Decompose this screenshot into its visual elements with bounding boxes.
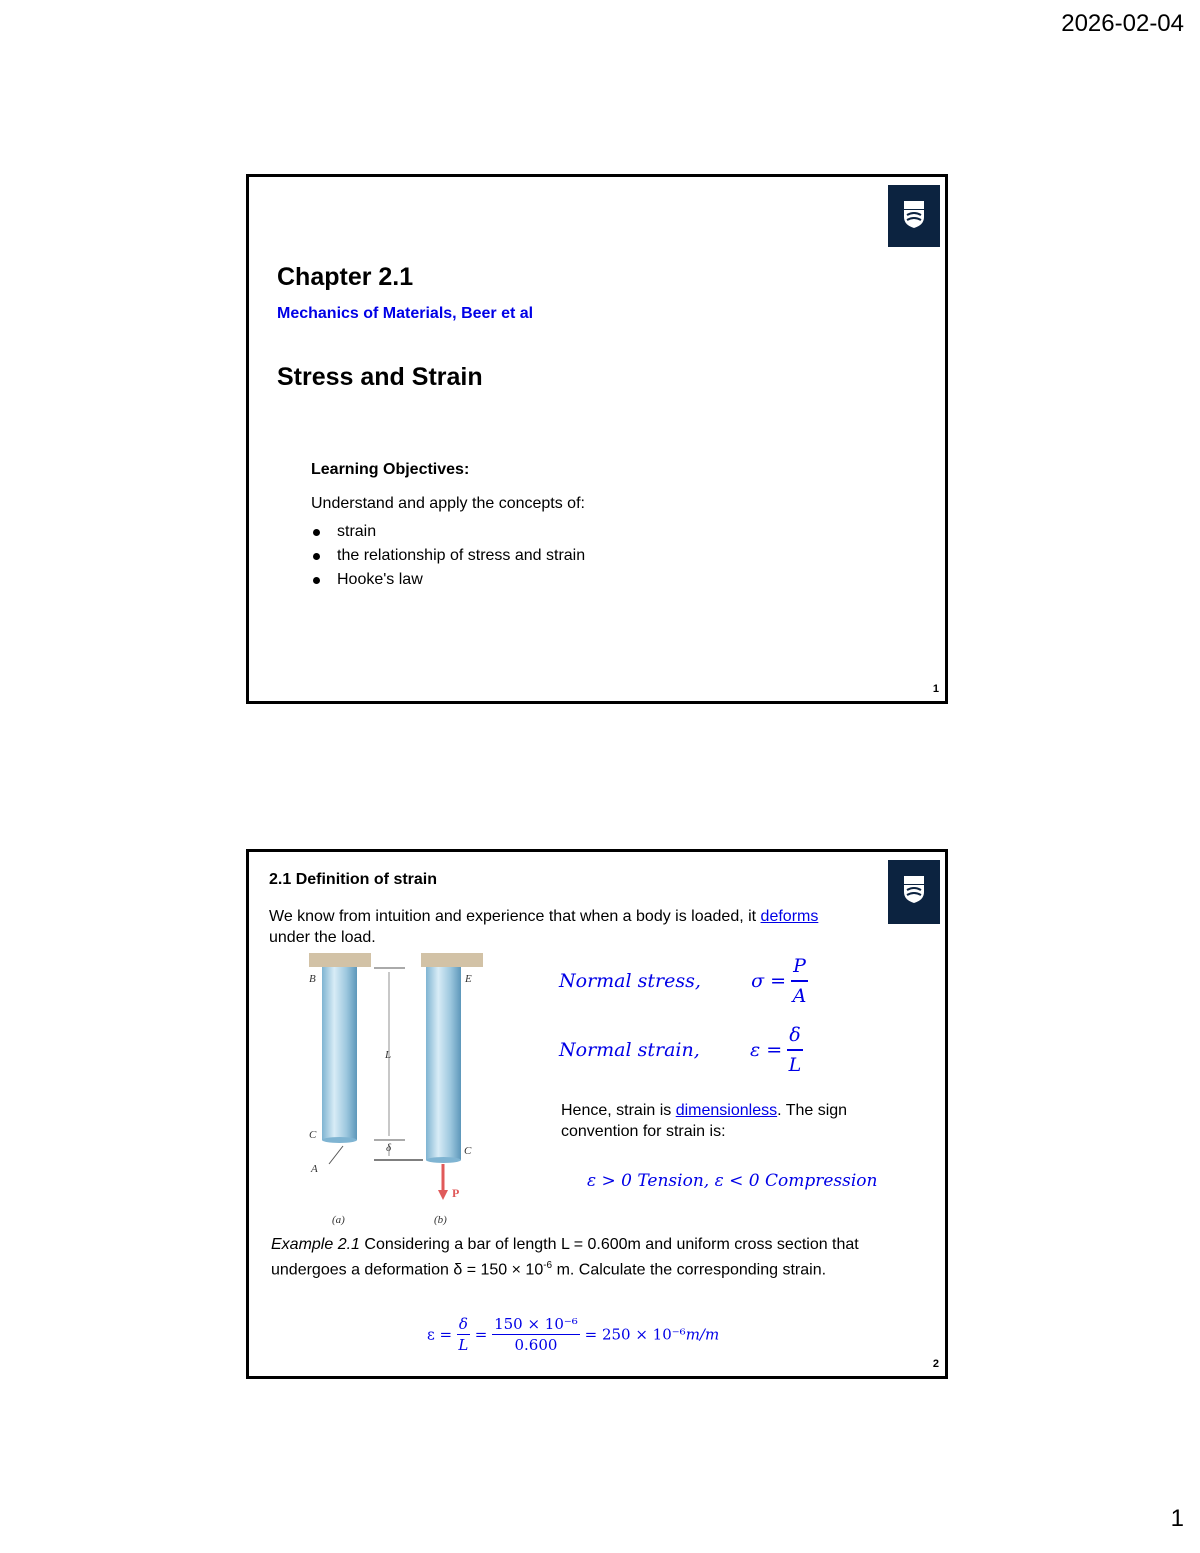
normal-strain-label: Normal strain, [559, 1039, 700, 1061]
objectives-list [311, 520, 585, 592]
label-part-a: (a) [332, 1214, 345, 1226]
dimensionless-link[interactable]: dimensionless [675, 1102, 778, 1119]
chapter-title: Chapter 2.1 [277, 263, 414, 291]
label-part-b: (b) [434, 1214, 447, 1226]
page-number: 1 [1170, 1505, 1184, 1532]
intro-paragraph [269, 906, 889, 948]
calc-f1-numerator: δ [458, 1315, 468, 1333]
intro-text: We know from intuition and experience that when a body is loaded, it [269, 908, 761, 925]
label-e: E [465, 973, 472, 985]
slide-1 [246, 174, 948, 704]
normal-stress-lhs: σ = [751, 970, 786, 992]
normal-strain-equation [559, 1021, 803, 1079]
calc-fraction-1 [457, 1314, 470, 1355]
bar-b [426, 967, 461, 1160]
calc-equals: = [474, 1325, 488, 1344]
page-date: 2026-02-04 [1061, 10, 1184, 37]
bar-b-end [426, 1157, 461, 1163]
slide-number: 2 [932, 1358, 939, 1370]
strain-note-text: Hence, strain is [561, 1102, 676, 1119]
example-label: Example 2.1 [271, 1236, 360, 1253]
stress-numerator: P [791, 952, 808, 982]
strain-denominator: L [788, 1054, 802, 1076]
normal-stress-label: Normal stress, [559, 970, 701, 992]
ubc-logo [888, 860, 940, 924]
stress-fraction [791, 952, 808, 1010]
calc-unit: m/m [685, 1325, 720, 1344]
label-c-left: C [309, 1129, 317, 1141]
label-l: L [385, 1049, 392, 1061]
ubc-crest-icon [902, 199, 926, 229]
ubc-crest-icon [902, 874, 926, 904]
calc-f2-denominator: 0.600 [514, 1336, 558, 1354]
strain-note [561, 1100, 906, 1142]
calc-lhs: ε = [427, 1325, 453, 1344]
strain-calculation [427, 1314, 719, 1355]
intro-text-end: under the load. [269, 929, 376, 946]
calc-fraction-2 [492, 1314, 580, 1355]
list-item: Hooke's law [311, 568, 585, 592]
bar-a-end [322, 1137, 357, 1143]
normal-strain-lhs: ε = [749, 1039, 783, 1061]
example-exponent: -6 [543, 1260, 553, 1271]
label-delta: δ [386, 1142, 392, 1154]
bar-deformation-figure [299, 948, 489, 1228]
example-paragraph [271, 1234, 931, 1280]
slide-number: 1 [932, 683, 939, 695]
textbook-reference: Mechanics of Materials, Beer et al [277, 305, 534, 322]
objectives-title: Learning Objectives: [311, 461, 470, 478]
ubc-logo [888, 185, 940, 247]
list-item: strain [311, 520, 585, 544]
sign-convention: ε > 0 Tension, ε < 0 Compression [587, 1171, 878, 1191]
label-b: B [309, 973, 316, 985]
example-text: Considering a bar of length L = 0.600m and uniform cross section that undergoes a deformation δ = 150 × 10 [271, 1236, 859, 1279]
objectives-intro: Understand and apply the concepts of: [311, 495, 585, 512]
support-right [421, 953, 483, 967]
strain-note-text-end: . The sign convention for strain is: [561, 1102, 848, 1140]
label-p: P [452, 1186, 460, 1200]
support-left [309, 953, 371, 967]
label-c-right: C [464, 1145, 472, 1157]
calc-f2-numerator: 150 × 10⁻⁶ [494, 1315, 578, 1333]
slide-heading: Stress and Strain [277, 363, 483, 391]
example-text-end: m. Calculate the corresponding strain. [552, 1261, 827, 1279]
bar-a [322, 967, 357, 1140]
label-a: A [311, 1163, 318, 1175]
calc-result: = 250 × 10⁻⁶ [584, 1325, 686, 1344]
strain-numerator: δ [787, 1021, 802, 1051]
normal-stress-equation [559, 952, 808, 1010]
slide-2 [246, 849, 948, 1379]
deforms-link[interactable]: deforms [760, 908, 819, 925]
section-title: 2.1 Definition of strain [269, 871, 438, 888]
strain-fraction [787, 1021, 802, 1079]
stress-denominator: A [792, 985, 807, 1007]
list-item: the relationship of stress and strain [311, 544, 585, 568]
calc-f1-denominator: L [458, 1336, 469, 1354]
